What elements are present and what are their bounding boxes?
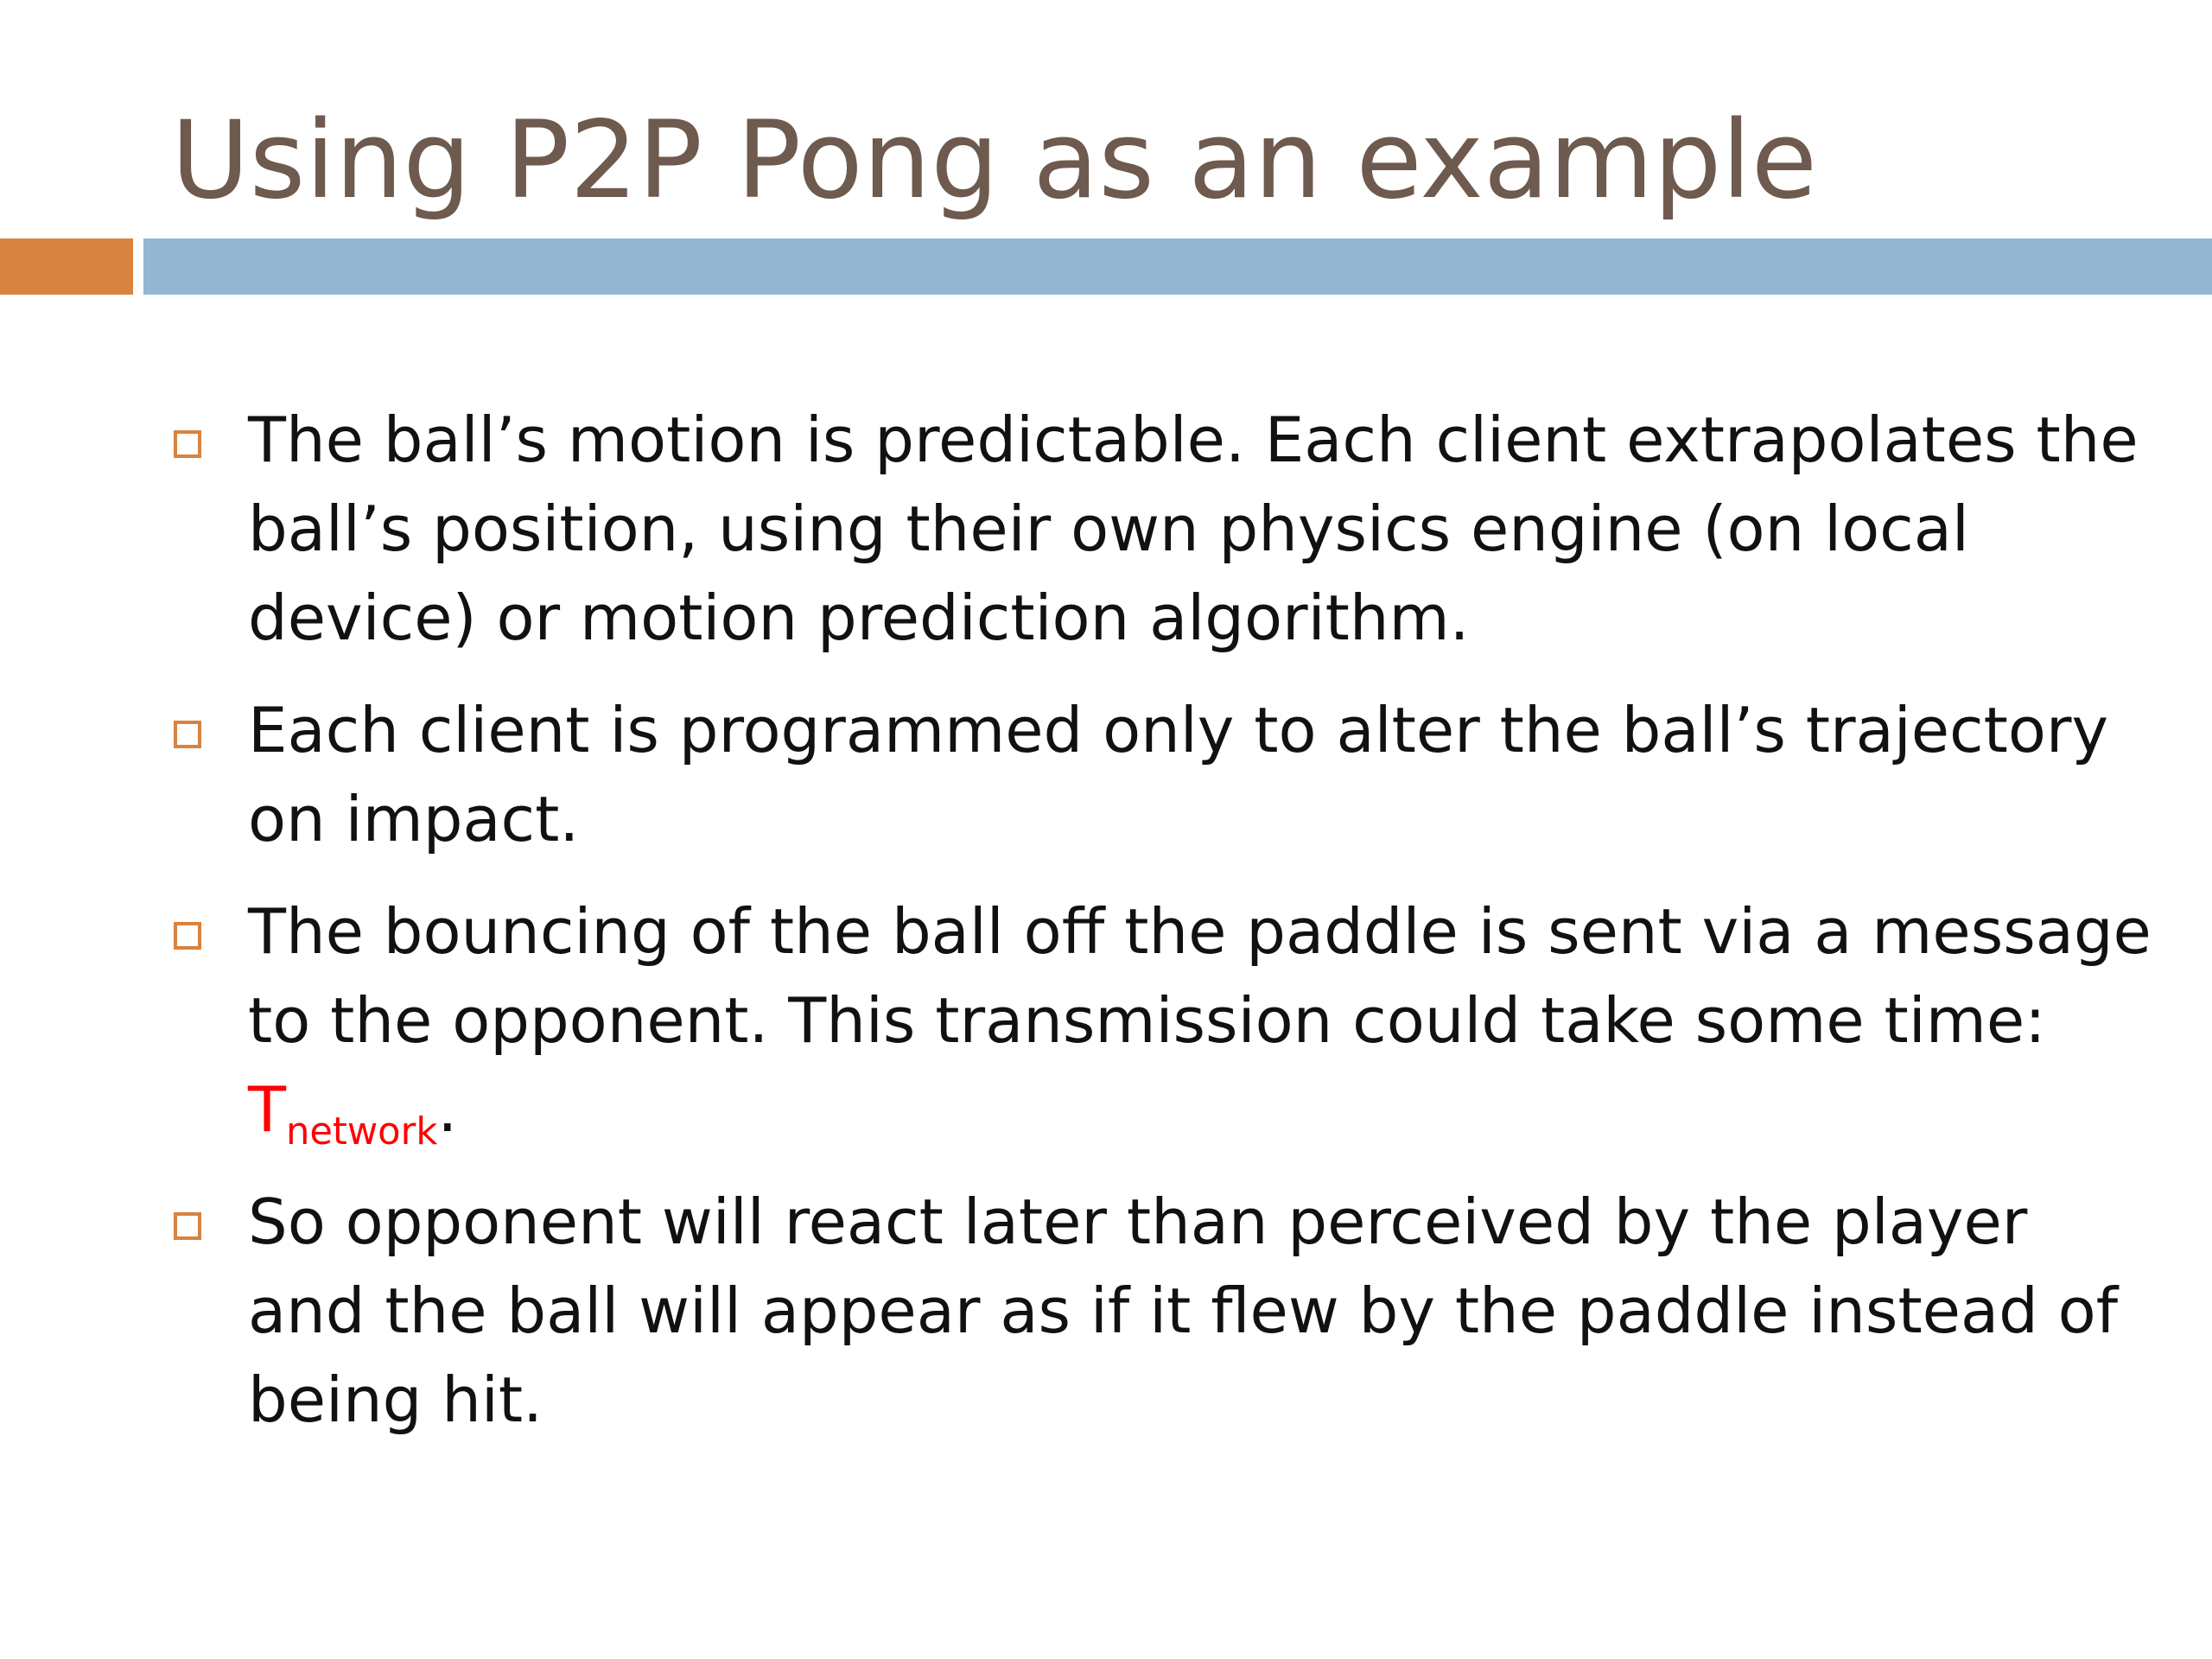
bullet-item-client-programmed [0, 686, 2212, 864]
bullet-text: The ball’s motion is predictable. Each client extrapolates the ball’s position, using their own physics engine (on local device) or motion prediction algorithm. [248, 404, 2139, 654]
bullet-text: So opponent will react later than perceived by the player and the ball will appear as if it flew by the paddle instead of being hit. [248, 1185, 2119, 1436]
t-network-term [248, 1073, 438, 1154]
hollow-square-icon [174, 721, 201, 748]
slide-title: Using P2P Pong as an example [171, 99, 1818, 223]
bullet-text-end: . [437, 1073, 458, 1146]
hollow-square-icon [174, 922, 201, 950]
hollow-square-icon [174, 1212, 201, 1240]
hollow-square-icon [174, 430, 201, 458]
title-accent-bar [0, 238, 133, 295]
bullet-text: The bouncing of the ball off the paddle is sent via a message to the opponent. This transmission could take some time: [248, 895, 2152, 1057]
bullet-item-opponent-reaction [0, 1178, 2212, 1445]
bullet-text: Each client is programmed only to alter the ball’s trajectory on impact. [248, 694, 2109, 855]
bullet-list [0, 396, 2212, 1445]
t-network-main: T [248, 1073, 286, 1146]
bullet-item-bounce-message [0, 887, 2212, 1154]
t-network-subscript: network [285, 1110, 438, 1154]
bullet-item-ball-motion [0, 396, 2212, 663]
title-rule-bar [143, 238, 2212, 295]
